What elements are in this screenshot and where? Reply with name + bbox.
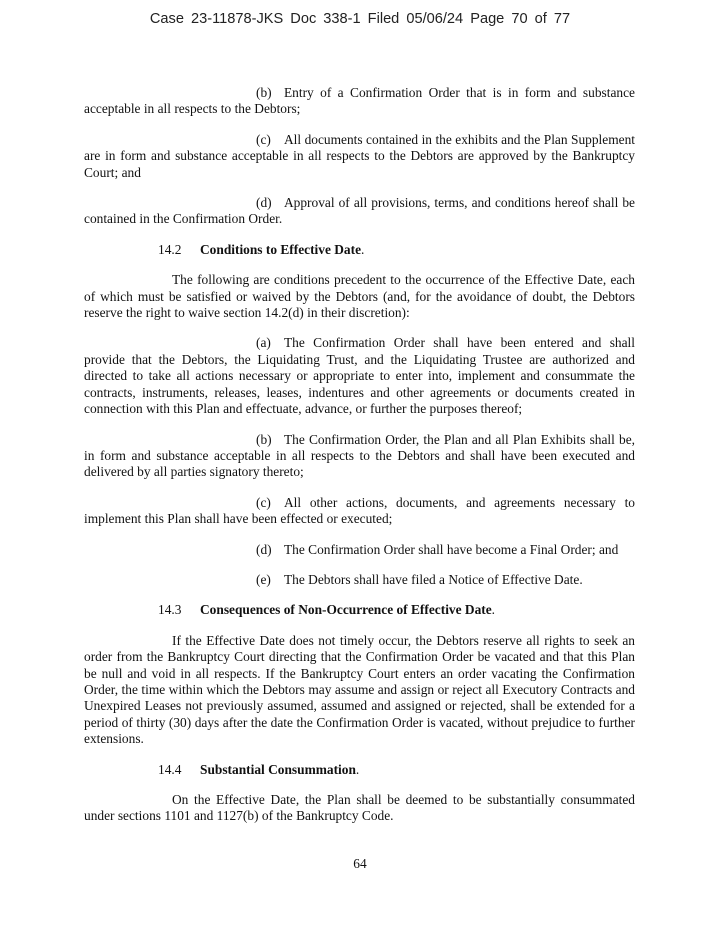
- clause-text: The Confirmation Order shall have become a Final Order; and: [284, 541, 619, 557]
- paragraph-b-confirmation-order: [84, 85, 635, 118]
- clause-label: (c): [256, 494, 271, 510]
- paragraph-e-notice: [84, 572, 635, 588]
- clause-label: (b): [256, 431, 272, 447]
- clause-text: Entry of a Confirmation Order that is in form and substance acceptable in all respects to the Debtors;: [84, 85, 635, 117]
- section-title-period: .: [355, 761, 360, 777]
- paragraph-d-approval: [84, 195, 635, 228]
- clause-label: (e): [256, 571, 271, 587]
- clause-label: (d): [256, 541, 272, 557]
- section-number: 14.3: [158, 602, 182, 618]
- clause-text: All documents contained in the exhibits and the Plan Supplement are in form and substance acceptable in all respects to the Debtors are approved by the Bankruptcy Court; and: [84, 131, 635, 180]
- document-body: [84, 85, 635, 825]
- section-title-period: .: [491, 602, 496, 618]
- section-heading-14-2: [84, 242, 635, 258]
- clause-text: All other actions, documents, and agreements necessary to implement this Plan shall have been effected or executed;: [84, 494, 635, 527]
- paragraph-d-final-order: [84, 542, 635, 558]
- paragraph-substantial-consummation: On the Effective Date, the Plan shall be deemed to be substantially consummated under sections 1101 and 1127(b) of the Bankruptcy Code.: [84, 792, 635, 824]
- paragraph-c-other-actions: [84, 495, 635, 528]
- clause-text: The Debtors shall have filed a Notice of Effective Date.: [284, 571, 583, 587]
- section-title: Consequences of Non-Occurrence of Effective Date: [200, 602, 492, 618]
- clause-text: The Confirmation Order, the Plan and all Plan Exhibits shall be, in form and substance acceptable in all respects to the Debtors and shall have been executed and delivered by all parties signatory thereto;: [84, 431, 635, 480]
- section-heading-14-4: [84, 762, 635, 778]
- paragraph-c-documents: [84, 132, 635, 181]
- section-heading-14-3: [84, 602, 635, 618]
- section-title: Substantial Consummation: [200, 761, 356, 777]
- section-title-period: .: [361, 241, 365, 257]
- page-number: 64: [353, 856, 367, 871]
- clause-text: Approval of all provisions, terms, and conditions hereof shall be contained in the Confirmation Order.: [84, 195, 635, 227]
- clause-label: (c): [256, 131, 271, 147]
- paragraph-conditions-intro: The following are conditions precedent to the occurrence of the Effective Date, each of which must be satisfied or waived by the Debtors (and, for the avoidance of doubt, the Debtors reserve the right to waive section 14.2(d) in their discretion):: [84, 272, 635, 321]
- section-number: 14.4: [158, 761, 182, 777]
- paragraph-non-occurrence: If the Effective Date does not timely occur, the Debtors reserve all rights to seek an order from the Bankruptcy Court directing that the Confirmation Order be vacated and that this Plan be null and void in all respects. If the Bankruptcy Court enters an order vacating the Confirmation Order, the time within which the Debtors may assume and assign or reject all Executory Contracts and Unexpired Leases not previously assumed, assumed and assigned or rejected, shall be extended for a period of thirty (30) days after the date the Confirmation Order is vacated, without prejudice to further extensions.: [84, 632, 635, 747]
- section-number: 14.2: [158, 241, 182, 257]
- clause-label: (b): [256, 85, 272, 100]
- clause-text: The Confirmation Order shall have been entered and shall provide that the Debtors, the Liquidating Trust, and the Liquidating Trustee are authorized and directed to take all actions necessary or appropriate to enter into, implement and consummate the contracts, instruments, releases, leases, indentures and other agreements or documents created in connection with this Plan and effectuate, advance, or further the purposes thereof;: [84, 335, 635, 417]
- case-header: Case 23-11878-JKS Doc 338-1 Filed 05/06/24 Page 70 of 77: [149, 11, 571, 27]
- section-title: Conditions to Effective Date: [200, 241, 362, 257]
- clause-label: (a): [256, 335, 271, 351]
- clause-label: (d): [256, 195, 272, 211]
- paragraph-b-plan-exhibits: [84, 432, 635, 481]
- paragraph-a-confirmation-entered: [84, 335, 635, 417]
